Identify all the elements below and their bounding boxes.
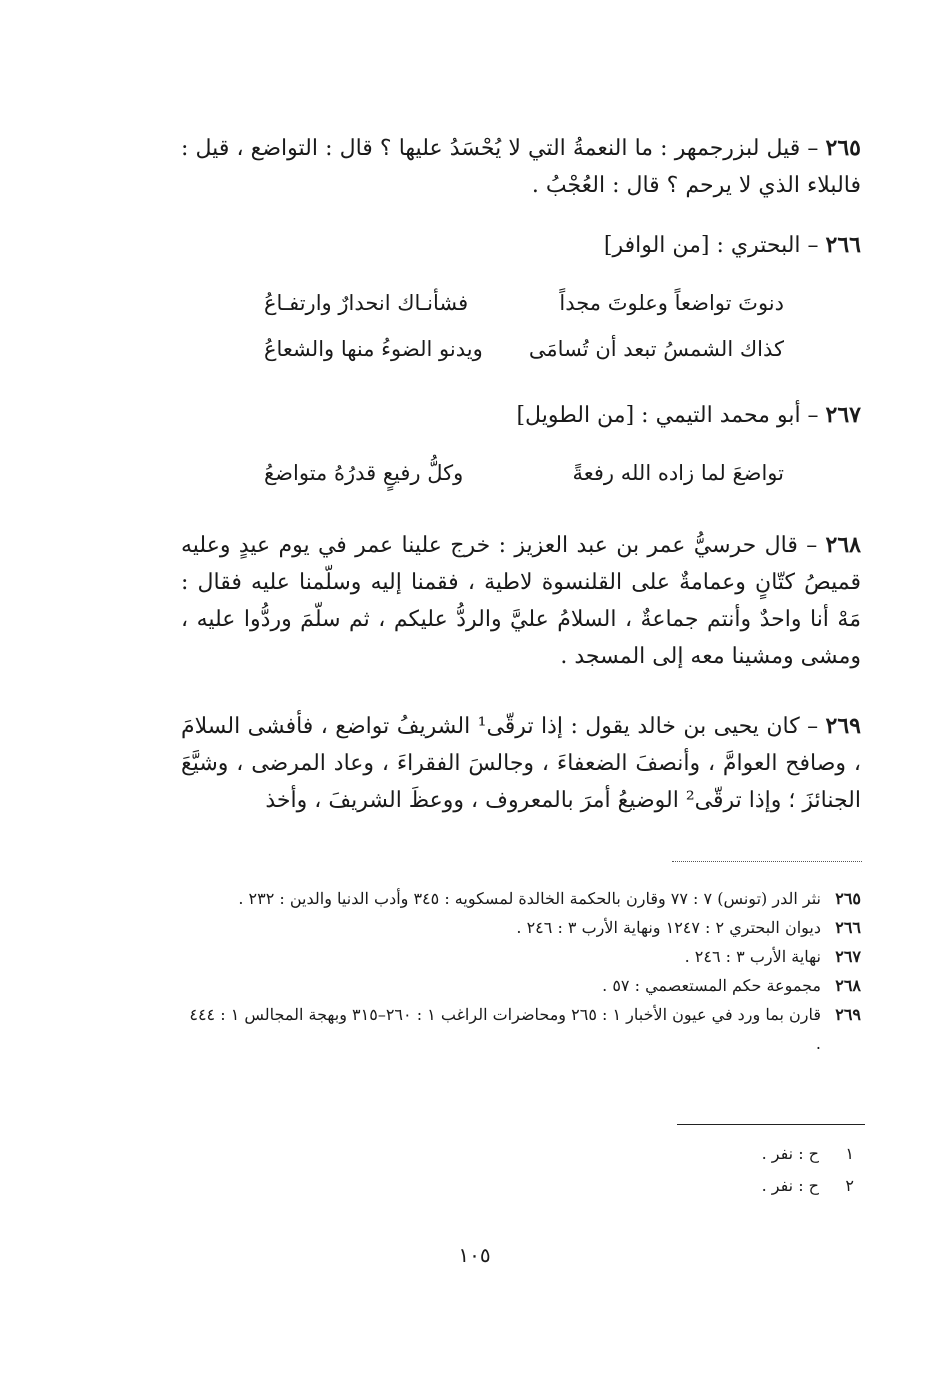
entry-text: – قال حرسيُّ عمر بن عبد العزيز : خرج علينا عمر في يوم عيدٍ وعليه قميصُ كتّانٍ وعمامةٌ على القلنسوة لاطية ، فقمنا إليه وسلّمنا عليه فقال : مَهْ أنا واحدٌ وأنتم جماعةٌ ، السلامُ عليَّ والردُّ عليكم ، ثم سلّمَ وردُّوا عليه ، ومشى ومشينا معه إلى المسجد . (181, 533, 861, 669)
footnote (654, 1138, 854, 1170)
verse-second-hemistich: وكلُّ رفيعٍ قدرُهُ متواضعُ (264, 461, 464, 485)
note-number: ٢٦٦ (835, 918, 861, 937)
note-number: ٢٦٥ (835, 889, 861, 908)
source-note (181, 1000, 861, 1058)
note-text: مجموعة حكم المستعصمي : ٥٧ . (602, 976, 821, 995)
source-note (181, 884, 861, 913)
verse-line (264, 280, 784, 326)
source-note (181, 942, 861, 971)
footnote-text: ح : نفر . (761, 1176, 819, 1195)
note-text: نهاية الأرب ٣ : ٢٤٦ . (684, 947, 821, 966)
paragraph-269 (181, 708, 861, 819)
entry-number: ٢٦٦ (825, 232, 861, 258)
entry-text: – البحتري : [من الوافر] (603, 233, 826, 258)
verse-line (264, 326, 784, 372)
footnote-number: ١ (845, 1144, 854, 1163)
paragraph-266 (181, 227, 861, 264)
entry-number: ٢٦٥ (825, 135, 861, 161)
entry-text: – كان يحيى بن خالد يقول : إذا ترقّى¹ الشريفُ تواضع ، فأفشى السلامَ ، وصافح العوامَّ ، وأنصفَ الضعفاءَ ، وجالسَ الفقراءَ ، وعاد المرضى ، وشيَّعَ الجنائزَ ؛ وإذا ترقّى² الوضيعُ أمرَ بالمعروف ، ووعظَ الشريفَ ، وأخذ (181, 714, 861, 813)
verse-first-hemistich: تواضعَ لما زاده الله رفعةً (572, 461, 784, 485)
footnotes-divider (677, 1124, 865, 1125)
entry-number: ٢٦٩ (825, 713, 861, 739)
entry-number: ٢٦٨ (825, 532, 861, 558)
verses-266 (264, 280, 784, 372)
footnote-text: ح : نفر . (761, 1144, 819, 1163)
notes-divider (672, 861, 862, 862)
verse-first-hemistich: كذاك الشمسُ تبعد أن تُسامَى (528, 337, 784, 361)
paragraph-267 (181, 397, 861, 434)
verse-first-hemistich: دنوتَ تواضعاً وعلوتَ مجداً (559, 291, 784, 315)
verses-267 (264, 450, 784, 496)
verse-line (264, 450, 784, 496)
entry-text: – قيل لبزرجمهر : ما النعمةُ التي لا يُحْسَدُ عليها ؟ قال : التواضع ، قيل : فالبلاء الذي لا يرحم ؟ قال : العُجْبُ . (181, 136, 861, 198)
page-number: ١٠٥ (458, 1243, 491, 1267)
footnote-number: ٢ (845, 1176, 854, 1195)
note-number: ٢٦٩ (835, 1005, 861, 1024)
note-number: ٢٦٧ (835, 947, 861, 966)
source-notes (181, 884, 861, 1058)
entry-number: ٢٦٧ (825, 402, 861, 428)
note-text: قارن بما ورد في عيون الأخبار ١ : ٢٦٥ ومحاضرات الراغب ١ : ٢٦٠–٣١٥ وبهجة المجالس ١ : ٤٤٤ . (189, 1005, 821, 1053)
entry-text: – أبو محمد التيمي : [من الطويل] (516, 403, 826, 428)
source-note (181, 971, 861, 1000)
footnotes (654, 1138, 854, 1202)
note-number: ٢٦٨ (835, 976, 861, 995)
verse-second-hemistich: فشأنـاك انحدارٌ وارتفـاعُ (264, 291, 469, 315)
note-text: ديوان البحتري ٢ : ١٢٤٧ ونهاية الأرب ٣ : ٢٤٦ . (516, 918, 821, 937)
paragraph-265 (181, 130, 861, 204)
note-text: نثر الدر (تونس) ٧ : ٧٧ وقارن بالحكمة الخالدة لمسكويه : ٣٤٥ وأدب الدنيا والدين : ٢٣٢ . (238, 889, 821, 908)
paragraph-268 (181, 527, 861, 675)
footnote (654, 1170, 854, 1202)
source-note (181, 913, 861, 942)
verse-second-hemistich: ويدنو الضوءُ منها والشعاعُ (264, 337, 483, 361)
